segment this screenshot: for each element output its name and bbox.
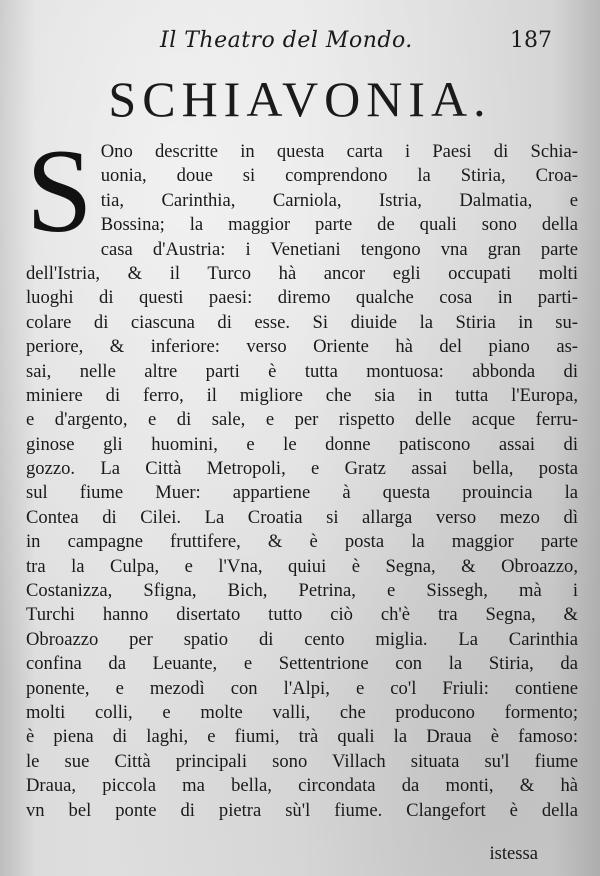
catchword: istessa — [489, 843, 538, 864]
text-line: tia, Carinthia, Carniola, Istria, Dalmatia, e — [100, 189, 578, 211]
text-line: miniere di ferro, il migliore che sia in tutta l'Europa, — [26, 384, 578, 406]
text-line: in campagne fruttifere, & è posta la maggior parte — [26, 531, 578, 553]
text-line: vn bel ponte di pietra sù'l fiume. Clangefort è della — [26, 799, 578, 821]
chapter-title: SCHIAVONIA. — [108, 71, 492, 127]
text-line: ginose gli huomini, e le donne patiscono assai di — [26, 433, 578, 455]
text-line: e d'argento, e di sale, e per rispetto delle acque ferru- — [26, 409, 578, 431]
text-line: Turchi hanno disertato tutto ciò ch'è tra Segna, & — [26, 604, 578, 626]
text-line: sai, nelle altre parti è tutta montuosa: abbonda di — [26, 360, 578, 382]
text-line: Ono descritte in questa carta i Paesi di Schia- — [100, 141, 578, 162]
text-line: Bossina; la maggior parte de quali sono della — [100, 214, 578, 236]
text-line: Obroazzo per spatio di cento miglia. La Carinthia — [26, 628, 578, 650]
drop-cap: S — [26, 124, 93, 257]
text-line: tra la Culpa, e l'Vna, quiui è Segna, & Obroazzo, — [26, 555, 578, 577]
text-line: periore, & inferiore: verso Oriente hà del piano as- — [26, 336, 578, 358]
text-line: uonia, doue si comprendono la Stiria, Croa- — [100, 165, 578, 187]
text-line: molti colli, e molte valli, che producono formento; — [26, 701, 578, 723]
text-line: ponente, e mezodì con l'Alpi, e co'l Friuli: contiene — [26, 677, 578, 699]
running-title: Il Theatro del Mondo. — [160, 28, 413, 53]
text-line: luoghi di questi paesi: diremo qualche cosa in parti- — [26, 287, 578, 309]
text-line: casa d'Austria: i Venetiani tengono vna gran parte — [100, 238, 578, 260]
page-header — [0, 28, 600, 62]
text-line: Draua, piccola ma bella, circondata da monti, & hà — [26, 775, 578, 797]
text-line: Costanizza, Sfigna, Bich, Petrina, e Sissegh, mà i — [26, 580, 578, 602]
text-line: gozzo. La Città Metropoli, e Gratz assai bella, posta — [26, 458, 578, 480]
text-line: sul fiume Muer: appartiene à questa prouincia la — [26, 482, 578, 504]
text-line: le sue Città principali sono Villach situata su'l fiume — [26, 750, 578, 772]
text-line: dell'Istria, & il Turco hà ancor egli occupati molti — [26, 262, 578, 284]
text-line: Contea di Cilei. La Croatia si allarga verso mezo dì — [26, 506, 578, 528]
text-line: confina da Leuante, e Settentrione con la Stiria, da — [26, 653, 578, 675]
text-line: è piena di laghi, e fiumi, trà quali la Draua è famoso: — [26, 726, 578, 748]
body-text — [26, 124, 578, 823]
page-number: 187 — [510, 28, 552, 53]
text-line: colare di ciascuna di esse. Si diuide la Stiria in su- — [26, 311, 578, 333]
